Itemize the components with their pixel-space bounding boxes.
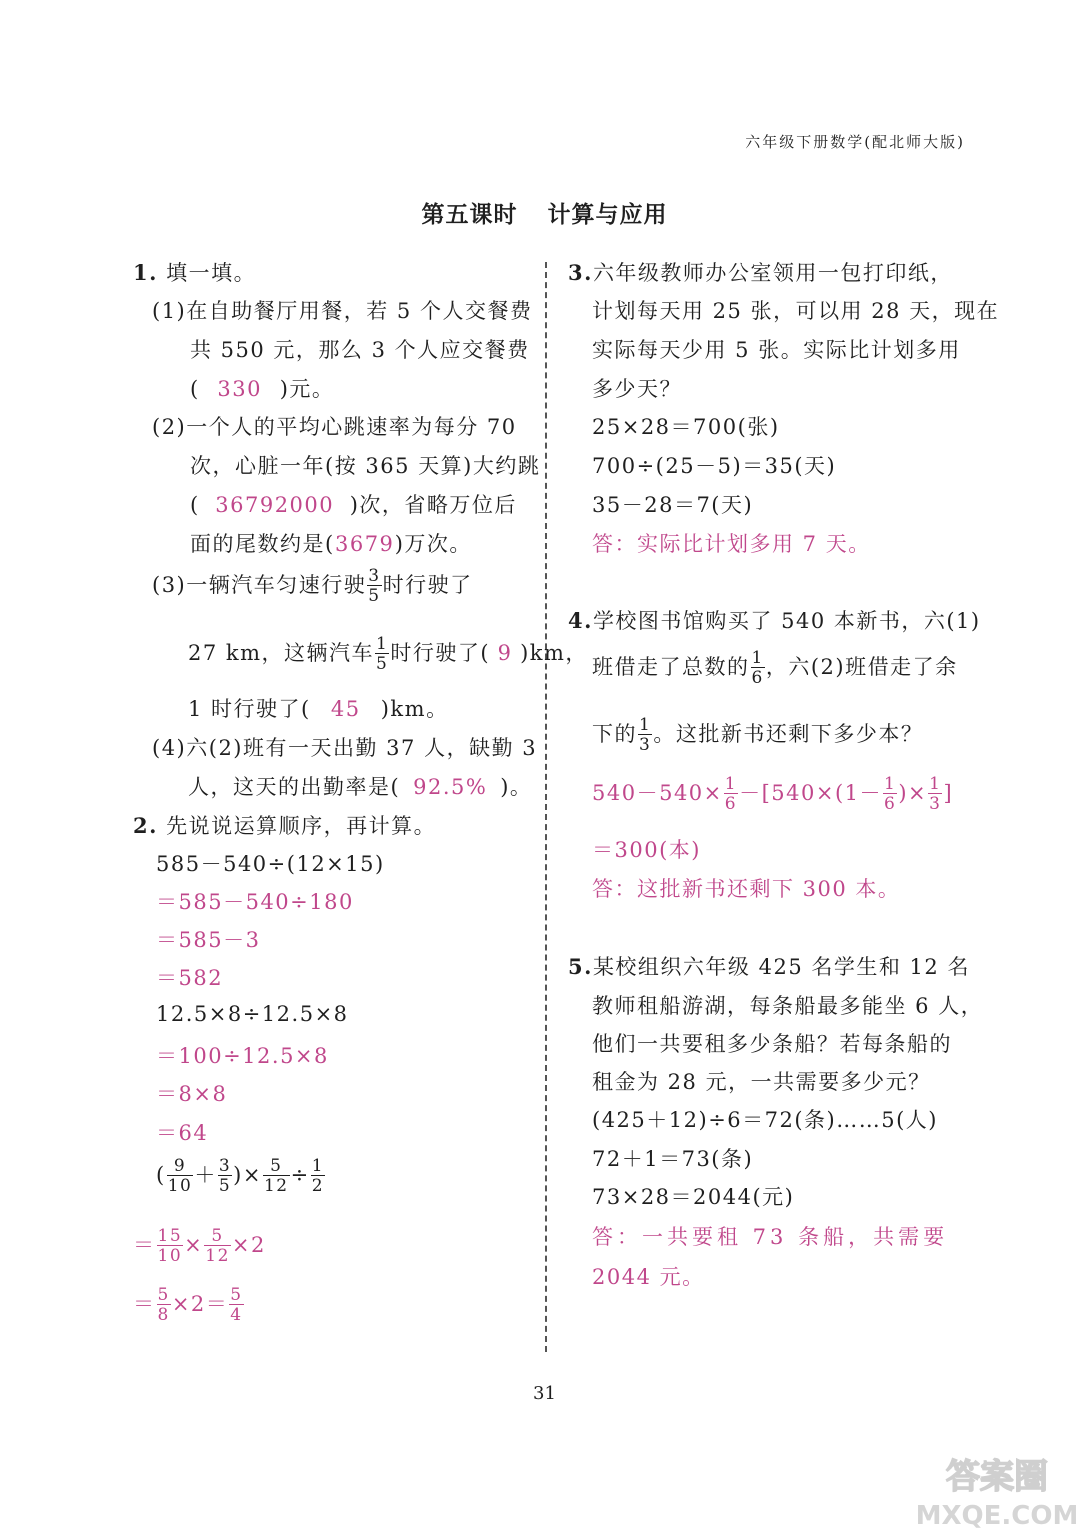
q3-line1: 计划每天用 25 张，可以用 28 天，现在 — [592, 299, 1000, 323]
column-divider — [545, 262, 547, 1352]
q3-answer: 答：实际比计划多用 7 天。 — [592, 532, 871, 556]
q3-line3: 多少天？ — [592, 377, 682, 401]
q1-p3-answer1: 9 — [497, 641, 513, 665]
q5-solution-line1: 72＋1＝73(条) — [592, 1147, 754, 1171]
q1-stem: 1. 填一填。 — [133, 260, 257, 285]
q3-solution-line2: 35－28＝7(天) — [592, 493, 754, 517]
q4-line2: 班借走了总数的 $\frac{1}{6}$ ，六(2)班借走了余 — [592, 648, 958, 688]
q5-line0: 5.某校组织六年级 425 名学生和 12 名 — [568, 954, 970, 979]
q4-line1: 4.学校图书馆购买了 540 本新书，六(1) — [568, 608, 981, 633]
q1-p4-line2: 人，这天的出勤率是( 92.5% )。 — [188, 775, 533, 799]
q2-c3-step1: ＝ $\frac{15}{10}$ × $\frac{5}{12}$ ×2 — [133, 1226, 266, 1266]
q1-p4-line1: (4)六(2)班有一天出勤 37 人，缺勤 3 — [152, 736, 538, 760]
book-header: 六年级下册数学(配北师大版) — [745, 133, 965, 151]
q5-solution-line0: (425＋12)÷6＝72(条)……5(人) — [592, 1108, 939, 1132]
q4-answer: 答：这批新书还剩下 300 本。 — [592, 877, 901, 901]
q2-c2-line1: ＝100÷12.5×8 — [156, 1044, 329, 1068]
q2-c1-line2: ＝585－3 — [156, 928, 261, 952]
q2-c2-line2: ＝8×8 — [156, 1082, 228, 1106]
q1-p3-line2: 27 km，这辆汽车 $\frac{1}{5}$ 时行驶了( 9 )km， — [188, 634, 588, 674]
q2-c3-expression: ( $\frac{9}{10}$ ＋ $\frac{3}{5}$ )× $\frac{5}{12}$ ÷ $\frac{1}{2}$ — [156, 1156, 325, 1196]
q1-p2-line2: 次，心脏一年(按 365 天算)大约跳 — [190, 454, 541, 478]
q2-c1-line3: ＝582 — [156, 966, 224, 990]
q2-c1-line0: 585－540÷(12×15) — [156, 852, 385, 876]
q3-solution-line0: 25×28＝700(张) — [592, 415, 780, 439]
q1-p2-answer1: 36792000 — [215, 493, 335, 517]
q3-line0: 3.六年级教师办公室领用一包打印纸， — [568, 260, 953, 285]
q1-p2-answer2: 3679 — [334, 532, 395, 556]
watermark-line1: 答案圈 — [946, 1457, 1048, 1497]
q1-p4-answer: 92.5% — [413, 775, 488, 799]
q1-p2-line3: ( 36792000 )次，省略万位后 — [190, 493, 517, 517]
q2-c2-line3: ＝64 — [156, 1121, 209, 1145]
q5-line2: 他们一共要租多少条船？若每条船的 — [592, 1032, 952, 1056]
q2-stem: 2. 先说说运算顺序，再计算。 — [133, 813, 437, 838]
q1-p1-line1: (1)在自助餐厅用餐，若 5 个人交餐费 — [152, 299, 533, 323]
q1-p2-line4: 面的尾数约是(3679)万次。 — [190, 532, 472, 556]
q2-c1-line1: ＝585－540÷180 — [156, 890, 354, 914]
q1-p3-line1: (3)一辆汽车匀速行驶 $\frac{3}{5}$ 时行驶了 — [152, 566, 473, 606]
q4-solution-expression: 540－540× $\frac{1}{6}$ －[540×(1－ $\frac{1}{6}$ )× $\frac{1}{3}$ ] — [592, 774, 954, 814]
q1-p3-line3: 1 时行驶了( 45 )km。 — [188, 697, 449, 721]
q5-line1: 教师租船游湖，每条船最多能坐 6 人， — [592, 994, 984, 1018]
page-number: 31 — [533, 1383, 556, 1404]
fraction-3-5: $\frac{3}{5}$ — [368, 566, 381, 606]
q5-answer-line1: 答：一共要租 73 条船，共需要 — [592, 1225, 949, 1249]
q5-line3: 租金为 28 元，一共需要多少元？ — [592, 1070, 931, 1094]
q2-c3-step2: ＝ $\frac{5}{8}$ ×2＝ $\frac{5}{4}$ — [133, 1285, 243, 1325]
q3-solution-line1: 700÷(25－5)＝35(天) — [592, 454, 837, 478]
q3-line2: 实际每天少用 5 张。实际比计划多用 — [592, 338, 961, 362]
q4-solution-result: ＝300(本) — [592, 838, 701, 862]
fraction-1-5: $\frac{1}{5}$ — [376, 634, 389, 674]
q4-line3: 下的 $\frac{1}{3}$ 。这批新书还剩下多少本？ — [592, 715, 924, 755]
q2-c2-line0: 12.5×8÷12.5×8 — [156, 1002, 349, 1026]
q1-p3-answer2: 45 — [330, 697, 361, 721]
q5-answer-line2: 2044 元。 — [592, 1265, 705, 1289]
watermark-logo — [915, 1452, 1079, 1532]
q1-p1-line3: ( 330 )元。 — [190, 377, 335, 401]
q5-solution-line2: 73×28＝2044(元) — [592, 1185, 795, 1209]
watermark-line2: MXQE.COM — [915, 1501, 1079, 1531]
page-title: 第五课时 计算与应用 — [421, 201, 668, 228]
q1-p1-answer: 330 — [217, 377, 262, 401]
q1-p2-line1: (2)一个人的平均心跳速率为每分 70 — [152, 415, 517, 439]
q1-p1-line2: 共 550 元，那么 3 个人应交餐费 — [190, 338, 530, 362]
